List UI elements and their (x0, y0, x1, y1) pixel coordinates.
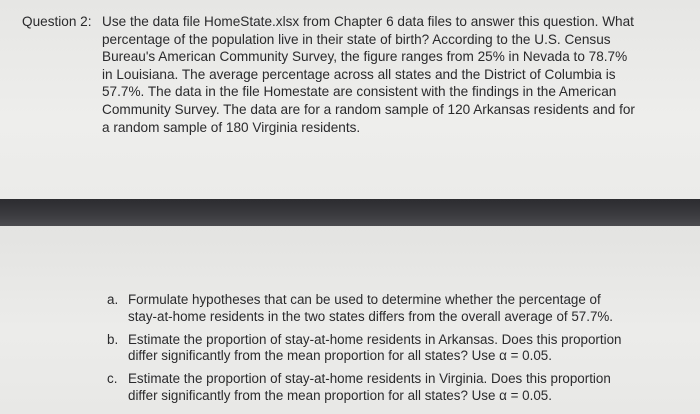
question-label: Question 2: (22, 14, 92, 29)
part-line: stay-at-home residents in the two states differs from the overall average of 57.7%. (128, 308, 614, 324)
part-line: differ significantly from the mean proportion for all states? Use α = 0.05. (128, 387, 552, 403)
question-line: Community Survey. The data are for a random sample of 120 Arkansas residents and for (102, 101, 635, 117)
part-line: Formulate hypotheses that can be used to determine whether the percentage of (128, 292, 601, 307)
question-panel (0, 0, 700, 199)
part-b (107, 332, 667, 366)
part-line: differ significantly from the mean proportion for all states? Use α = 0.05. (128, 348, 552, 364)
question-line: a random sample of 180 Virginia residents. (102, 119, 361, 135)
question-line: 57.7%. The data in the file Homestate are consistent with the findings in the American (102, 84, 617, 100)
question-line: in Louisiana. The average percentage across all states and the District of Columbia is (102, 66, 616, 82)
part-letter: a. (107, 292, 119, 307)
part-line: Estimate the proportion of stay-at-home residents in Arkansas. Does this proportion (128, 331, 622, 347)
part-line: Estimate the proportion of stay-at-home residents in Virginia. Does this proportion (128, 371, 611, 387)
part-a (107, 292, 667, 326)
question-parts-list (107, 292, 667, 411)
question-line: Use the data file HomeState.xlsx from Chapter 6 data files to answer this question. What (102, 14, 634, 29)
part-c (107, 371, 667, 405)
page-divider (0, 199, 700, 226)
question-line: percentage of the population live in their state of birth? According to the U.S. Census (102, 31, 611, 47)
part-letter: c. (107, 371, 118, 387)
part-letter: b. (107, 331, 119, 347)
question-line: Bureau's American Community Survey, the figure ranges from 25% in Nevada to 78.7% (102, 49, 628, 65)
question-body (102, 13, 662, 136)
